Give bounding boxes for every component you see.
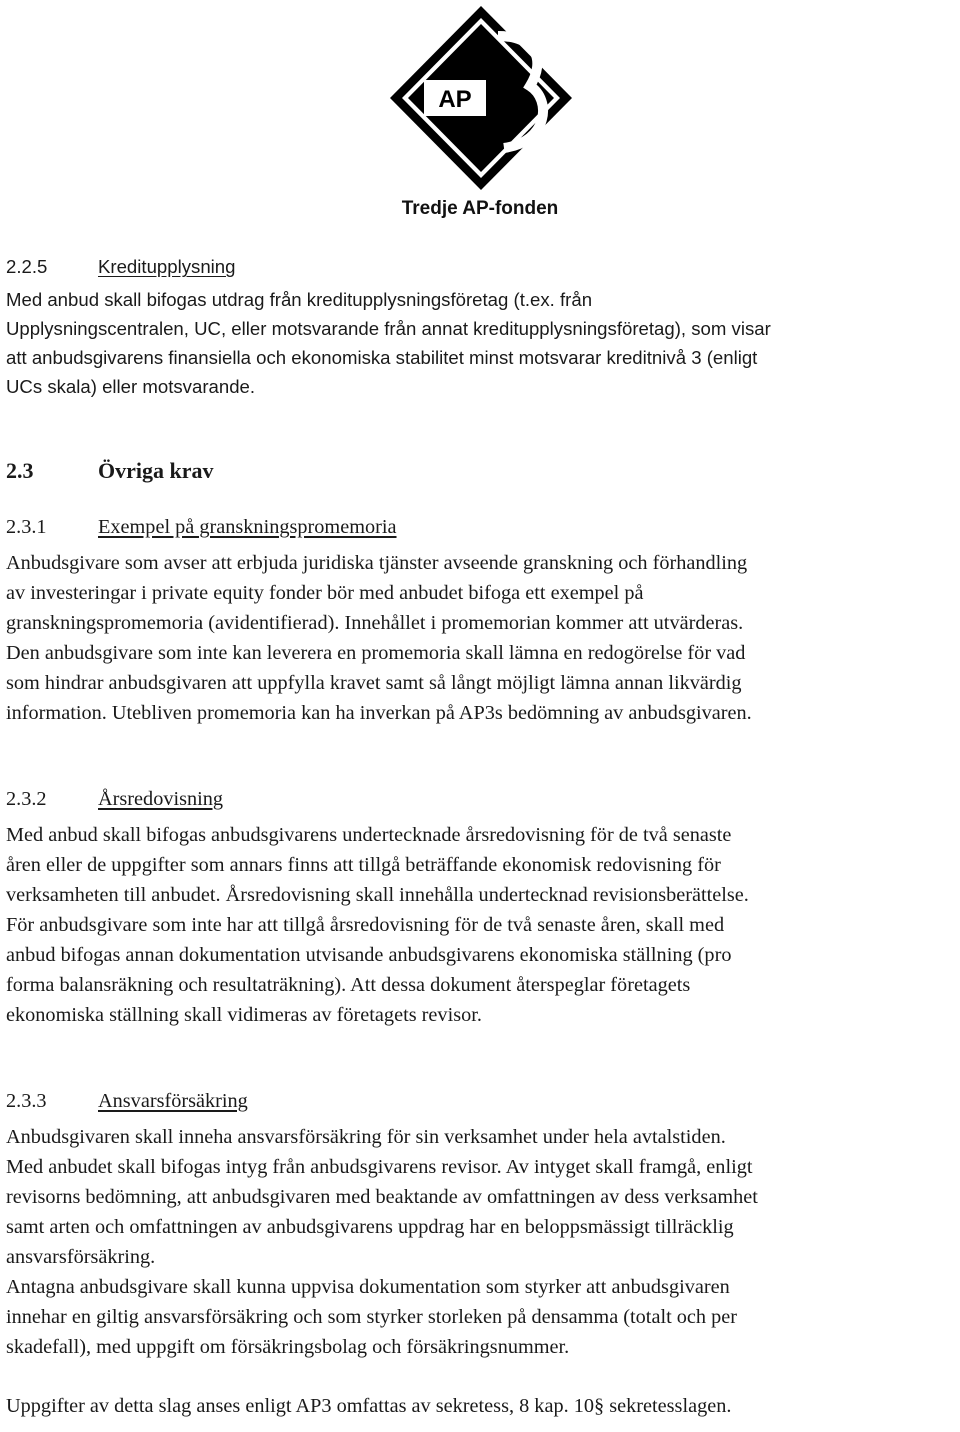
- paragraph-line: Med anbud skall bifogas utdrag från kreditupplysningsföretag (t.ex. från: [6, 289, 593, 310]
- paragraph-line: För anbudsgivare som inte har att tillgå årsredovisning för de två senaste åren, skall med: [6, 914, 725, 936]
- paragraph-line: information. Utebliven promemoria kan ha inverkan på AP3s bedömning av anbudsgivaren.: [6, 702, 752, 724]
- section-2-3-heading: [6, 456, 956, 486]
- paragraph-line: Med anbud skall bifogas anbudsgivarens undertecknade årsredovisning för de två senaste: [6, 824, 732, 846]
- section-number: 2.3: [6, 458, 34, 483]
- section-title: Ansvarsförsäkring: [98, 1090, 248, 1112]
- paragraph-line: UCs skala) eller motsvarande.: [6, 376, 256, 397]
- paragraph-line: verksamheten till anbudet. Årsredovisning skall innehålla undertecknad revisionsberättelse.: [6, 884, 749, 906]
- paragraph-line: att anbudsgivarens finansiella och ekonomiska stabilitet minst motsvarar kreditnivå 3 (enligt: [6, 347, 758, 368]
- section-2-3-2-heading: [6, 784, 956, 814]
- paragraph-line: anbud bifogas annan dokumentation utvisande anbudsgivarens ekonomiska ställning (pro: [6, 944, 732, 966]
- paragraph-line: åren eller de uppgifter som annars finns att tillgå beträffande ekonomisk redovisning för: [6, 854, 721, 876]
- paragraph-line: forma balansräkning och resultaträkning). Att dessa dokument återspeglar företagets: [6, 974, 691, 996]
- section-2-2-5-body: [6, 285, 956, 401]
- paragraph-line: av investeringar i private equity fonder bör med anbudet bifoga ett exempel på: [6, 582, 644, 604]
- footer-note: Uppgifter av detta slag anses enligt AP3 omfattas av sekretess, 8 kap. 10§ sekretesslagen.: [6, 1395, 732, 1417]
- section-title: Exempel på granskningspromemoria: [98, 516, 397, 538]
- paragraph-line: Anbudsgivare som avser att erbjuda juridiska tjänster avseende granskning och förhandling: [6, 552, 748, 574]
- document-body: [6, 252, 956, 1421]
- logo-mark-text: AP: [438, 86, 472, 113]
- paragraph-line: ansvarsförsäkring.: [6, 1246, 156, 1268]
- section-number: 2.2.5: [6, 256, 48, 277]
- paragraph-line: som hindrar anbudsgivaren att uppfylla kravet samt så långt möjligt lämna annan likvärdig: [6, 672, 742, 694]
- section-2-3-2-body: [6, 820, 956, 1030]
- paragraph-line: granskningspromemoria (avidentifierad). Innehållet i promemorian kommer att utvärderas.: [6, 612, 744, 634]
- paragraph-line: Upplysningscentralen, UC, eller motsvarande från annat kreditupplysningsföretag), som visar: [6, 318, 771, 339]
- section-2-2-5-heading: [6, 252, 956, 281]
- section-number: 2.3.3: [6, 1090, 47, 1112]
- section-title: Årsredovisning: [98, 788, 224, 810]
- section-title: Övriga krav: [98, 458, 214, 483]
- paragraph-line: revisorns bedömning, att anbudsgivaren med beaktande av omfattningen av dess verksamhet: [6, 1186, 758, 1208]
- paragraph-line: Med anbudet skall bifogas intyg från anbudsgivarens revisor. Av intyget skall framgå, enligt: [6, 1156, 753, 1178]
- section-2-3-3-body: [6, 1122, 956, 1421]
- paragraph-line: Anbudsgivaren skall inneha ansvarsförsäkring för sin verksamhet under hela avtalstiden.: [6, 1126, 726, 1148]
- section-number: 2.3.2: [6, 788, 47, 810]
- section-title: Kreditupplysning: [98, 256, 236, 277]
- section-2-3-1-heading: [6, 512, 956, 542]
- paragraph-line: innehar en giltig ansvarsförsäkring och som styrker storleken på densamma (totalt och per: [6, 1306, 738, 1328]
- paragraph-line: ekonomiska ställning skall vidimeras av företagets revisor.: [6, 1004, 482, 1026]
- paragraph-line: Den anbudsgivare som inte kan leverera en promemoria skall lämna en redogörelse för vad: [6, 642, 746, 664]
- logo-caption: Tredje AP-fonden: [401, 198, 559, 219]
- paragraph-line: Antagna anbudsgivare skall kunna uppvisa dokumentation som styrker att anbudsgivaren: [6, 1276, 730, 1298]
- section-number: 2.3.1: [6, 516, 47, 538]
- section-2-3-1-body: [6, 548, 956, 728]
- paragraph-line: samt arten och omfattningen av anbudsgivarens uppdrag har en beloppsmässigt tillräcklig: [6, 1216, 734, 1238]
- section-2-3-3-heading: [6, 1086, 956, 1116]
- ap3-logo: [386, 2, 576, 226]
- paragraph-line: skadefall), med uppgift om försäkringsbolag och försäkringsnummer.: [6, 1336, 570, 1358]
